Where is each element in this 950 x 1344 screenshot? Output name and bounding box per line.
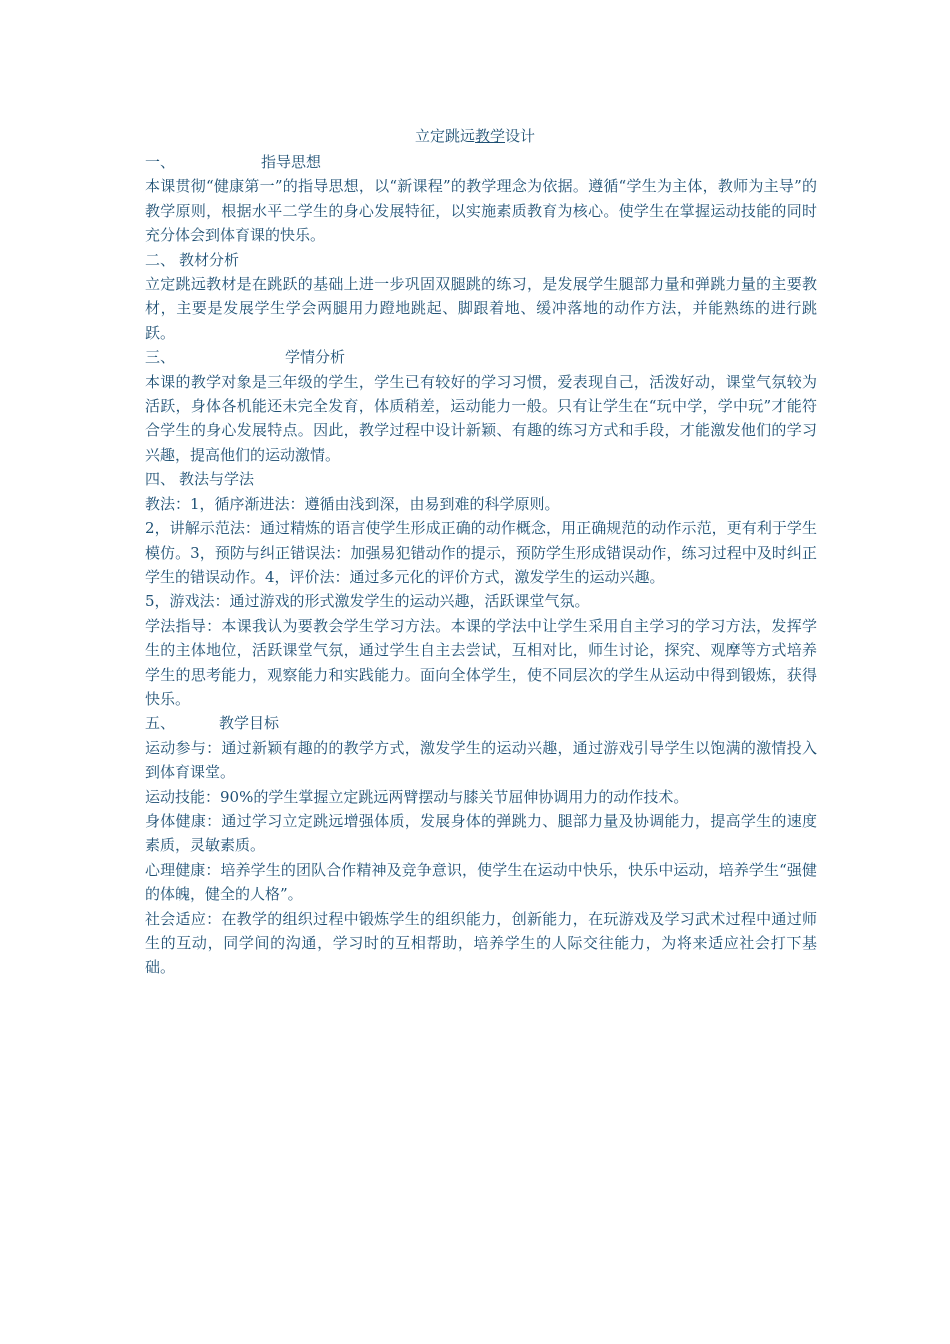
section-heading	[145, 150, 817, 174]
paragraph: 教法：1，循序渐进法：遵循由浅到深，由易到难的科学原则。	[145, 494, 560, 513]
section-heading	[145, 467, 817, 491]
section-heading	[145, 248, 817, 272]
document-title	[0, 126, 950, 146]
section-title: 教法与学法	[179, 470, 255, 489]
section-title: 学情分析	[285, 348, 346, 367]
section-heading	[145, 345, 817, 369]
section-number: 四、	[145, 470, 176, 489]
paragraph: 学法指导：本课我认为要教会学生学习方法。本课的学法中让学生采用自主学习的学习方法，发挥学生的主体地位，活跃课堂气氛，通过学生自主去尝试，互相对比，师生讨论，探究、观摩等方式培养学生的思考能力，观察能力和实践能力。面向全体学生，使不同层次的学生从运动中得到锻炼，获得快乐。	[145, 616, 817, 708]
section-number: 二、	[145, 250, 176, 269]
paragraph: 社会适应：在教学的组织过程中锻炼学生的组织能力，创新能力，在玩游戏及学习武术过程中通过师生的互动，同学间的沟通，学习时的互相帮助，培养学生的人际交往能力，为将来适应社会打下基础。	[145, 909, 817, 977]
paragraph: 5，游戏法：通过游戏的形式激发学生的运动兴趣，活跃课堂气氛。	[145, 592, 590, 611]
paragraph: 2，讲解示范法：通过精炼的语言使学生形成正确的动作概念，用正确规范的动作示范，更有利于学生模仿。3，预防与纠正错误法：加强易犯错动作的提示，预防学生形成错误动作，练习过程中及时纠正学生的错误动作。4，评价法：通过多元化的评价方式，激发学生的运动兴趣。	[145, 519, 817, 586]
title-underlined-word: 教学	[474, 127, 505, 145]
paragraph: 本课贯彻“健康第一”的指导思想，以“新课程”的教学理念为依据。遵循“学生为主体，教师为主导”的教学原则，根据水平二学生的身心发展特征，以实施素质教育为核心。使学生在掌握运动技能的同时充分体会到体育课的快乐。	[145, 177, 817, 245]
section-number: 一、	[145, 153, 176, 171]
section-number: 三、	[145, 348, 176, 367]
section-title: 教材分析	[179, 250, 240, 269]
paragraph: 立定跳远教材是在跳跃的基础上进一步巩固双腿跳的练习，是发展学生腿部力量和弹跳力量的主要教材，主要是发展学生学会两腿用力蹬地跳起、脚跟着地、缓冲落地的动作方法，并能熟练的进行跳跃。	[145, 275, 817, 342]
paragraph: 运动参与：通过新颖有趣的的教学方式，激发学生的运动兴趣，通过游戏引导学生以饱满的激情投入到体育课堂。	[145, 738, 817, 782]
paragraph: 身体健康：通过学习立定跳远增强体质，发展身体的弹跳力、腿部力量及协调能力，提高学生的速度素质，灵敏素质。	[145, 811, 817, 855]
paragraph: 本课的教学对象是三年级的学生，学生已有较好的学习习惯，爱表现自己，活泼好动，课堂气氛较为活跃，身体各机能还未完全发育，体质稍差，运动能力一般。只有让学生在“玩中学，学中玩”才能符合学生的身心发展特点。因此，教学过程中设计新颖、有趣的练习方式和手段，才能激发他们的学习兴趣，提高他们的运动激情。	[145, 372, 817, 464]
section-number: 五、	[145, 714, 176, 733]
document-body	[145, 150, 817, 980]
title-suffix: 设计	[505, 127, 536, 145]
section-title: 指导思想	[261, 153, 322, 171]
paragraph: 心理健康：培养学生的团队合作精神及竞争意识，使学生在运动中快乐，快乐中运动，培养学生“强健的体魄，健全的人格”。	[145, 860, 817, 904]
section-heading	[145, 711, 817, 735]
section-title: 教学目标	[219, 714, 280, 733]
title-prefix: 立定跳远	[414, 127, 475, 145]
paragraph: 运动技能：90%的学生掌握立定跳远两臂摆动与膝关节屈伸协调用力的动作技术。	[145, 787, 689, 806]
